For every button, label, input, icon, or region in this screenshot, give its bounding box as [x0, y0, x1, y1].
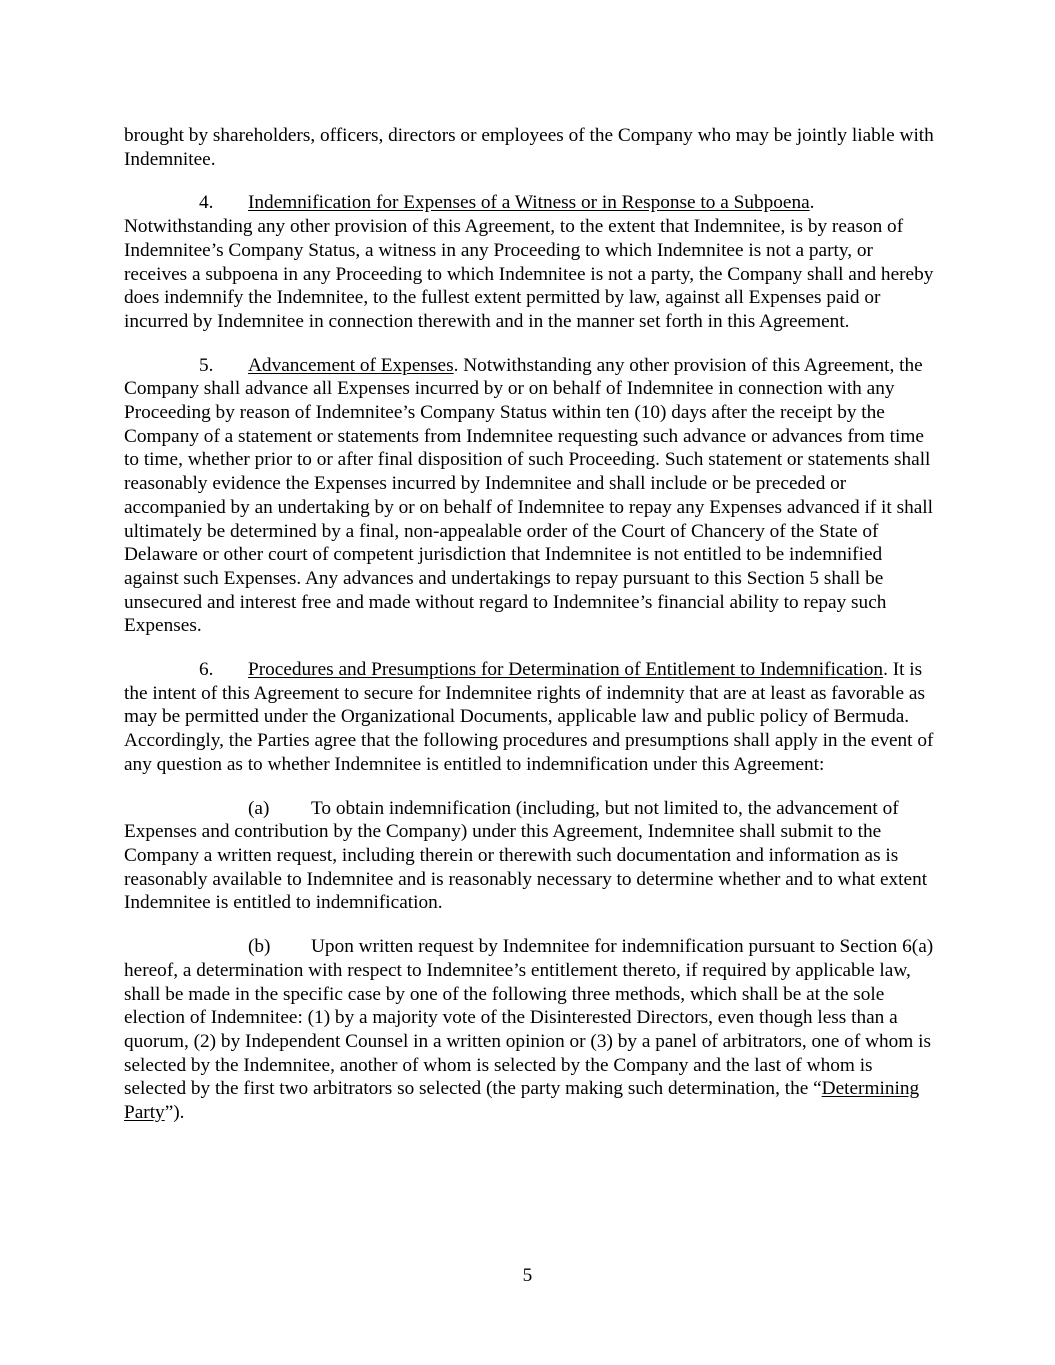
section-5-number: 5.	[199, 354, 214, 376]
document-page	[124, 124, 936, 1145]
section-6-heading: Procedures and Presumptions for Determination of Entitlement to Indemnification	[248, 659, 884, 681]
section-4-heading-trail: .	[809, 192, 815, 214]
section-6-heading-trail: .	[883, 659, 888, 681]
subsection-b-body: Upon written request by Indemnitee for indemnification pursuant to Section 6(a) hereof, a determination with respect to Indemnitee’s entitlement thereto, if required by applicable law, shall be made in the specific case by one of the following three methods, which shall be at the sole election of Indemnitee: (1) by a majority vote of the Disinterested Directors, even though less than a quorum, (2) by Independent Counsel in a written opinion or (3) by a panel of arbitrators, one of whom is selected by the Indemnitee, another of whom is selected by the Company and the last of whom is selected by the first two arbitrators so selected (the party making such determination, the “	[124, 936, 934, 1100]
section-5-paragraph	[124, 354, 936, 638]
subsection-b-label: (b)	[248, 936, 271, 958]
section-6-paragraph	[124, 658, 936, 777]
section-4-number: 4.	[199, 192, 214, 214]
page-number: 5	[522, 1265, 533, 1286]
subsection-a-label: (a)	[248, 797, 270, 819]
section-5-heading: Advancement of Expenses	[248, 354, 454, 376]
subsection-a-paragraph	[124, 797, 936, 916]
section-4-body: Notwithstanding any other provision of this Agreement, to the extent that Indemnitee, is by reason of Indemnitee’s Company Status, a witness in any Proceeding to which Indemnitee is not a party, or receives a subpoena in any Proceeding to which Indemnitee is not a party, the Company shall and hereby does indemnify the Indemnitee, to the fullest extent permitted by law, against all Expenses paid or incurred by Indemnitee in connection therewith and in the manner set forth in this Agreement.	[124, 216, 934, 332]
section-5-heading-trail: .	[453, 354, 459, 376]
section-4-heading: Indemnification for Expenses of a Witness or in Response to a Subpoena	[248, 192, 810, 214]
subsection-b-paragraph	[124, 935, 936, 1125]
continuation-paragraph: brought by shareholders, officers, directors or employees of the Company who may be jointly liable with Indemnitee.	[124, 125, 934, 170]
section-5-body: Notwithstanding any other provision of this Agreement, the Company shall advance all Expenses incurred by or on behalf of Indemnitee in connection with any Proceeding by reason of Indemnitee’s Company Status within ten (10) days after the receipt by the Company of a statement or statements from Indemnitee requesting such advance or advances from time to time, whether prior to or after final disposition of such Proceeding. Such statement or statements shall reasonably evidence the Expenses incurred by Indemnitee and shall include or be preceded or accompanied by an undertaking by or on behalf of Indemnitee to repay any Expenses advanced if it shall ultimately be determined by a final, non-appealable order of the Court of Chancery of the State of Delaware or other court of competent jurisdiction that Indemnitee is not entitled to be indemnified against such Expenses. Any advances and undertakings to repay pursuant to this Section 5 shall be unsecured and interest free and made without regard to Indemnitee’s financial ability to repay such Expenses.	[124, 354, 933, 637]
section-6-number: 6.	[199, 659, 214, 681]
section-6-body: It is the intent of this Agreement to secure for Indemnitee rights of indemnity that are at least as favorable as may be permitted under the Organizational Documents, applicable law and public policy of Bermuda. Accordingly, the Parties agree that the following procedures and presumptions shall apply in the event of any question as to whether Indemnitee is entitled to indemnification under this Agreement:	[124, 659, 934, 775]
subsection-b-trail: ”).	[164, 1102, 185, 1124]
subsection-a-body: To obtain indemnification (including, but not limited to, the advancement of Expenses and contribution by the Company) under this Agreement, Indemnitee shall submit to the Company a written request, including therein or therewith such documentation and information as is reasonably available to Indemnitee and is reasonably necessary to determine whether and to what extent Indemnitee is entitled to indemnification.	[124, 797, 928, 914]
determining-party-term: Determining Party	[124, 1078, 920, 1124]
section-4-paragraph	[124, 191, 936, 333]
